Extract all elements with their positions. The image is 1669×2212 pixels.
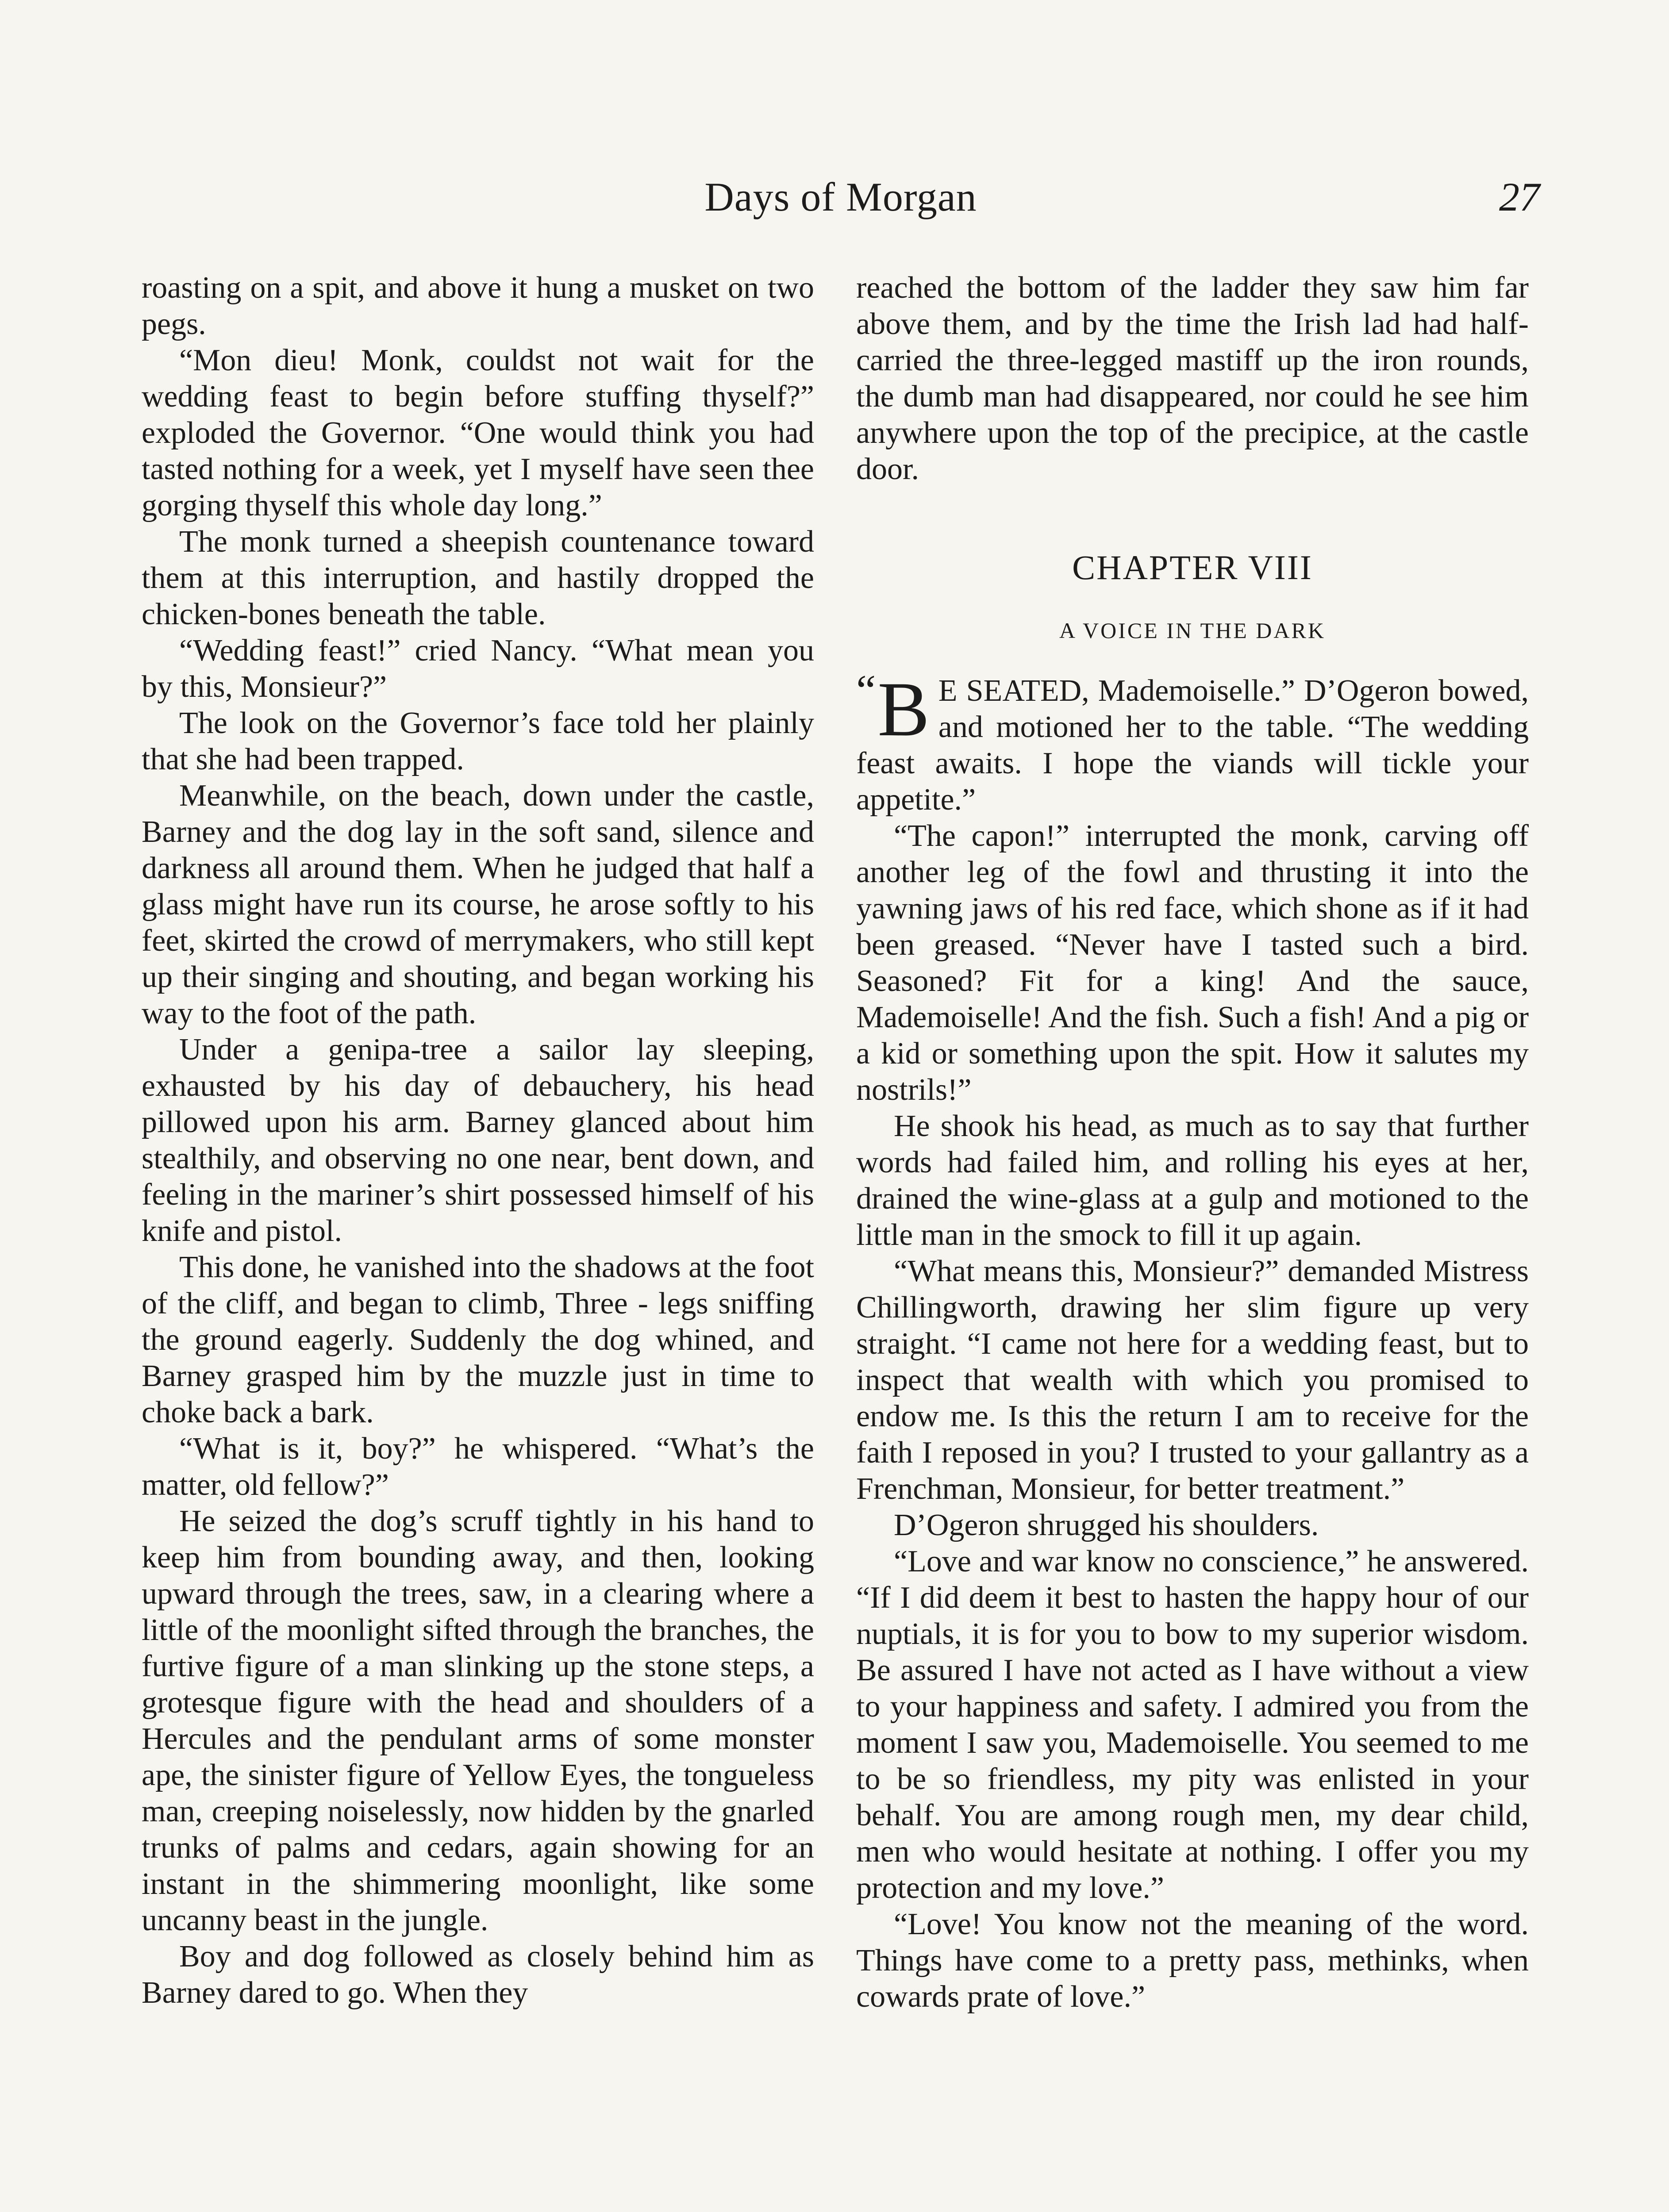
left-column xyxy=(142,270,814,2011)
opening-quote-mark: “ xyxy=(856,666,876,715)
paragraph: Boy and dog followed as closely behind him as Barney dared to go. When they xyxy=(142,1939,814,2010)
paragraph: roasting on a spit, and above it hung a musket on two pegs. xyxy=(142,271,814,341)
paragraph: “Love! You know not the meaning of the word. Things have come to a pretty pass, methinks, when cowards prate of love.” xyxy=(856,1907,1529,2014)
paragraph: This done, he vanished into the shadows at the foot of the cliff, and began to climb, Three - legs sniffing the ground eagerly. Suddenly the dog whined, and Barney grasped him by the muzzle just in time to choke back a bark. xyxy=(142,1250,814,1429)
paragraph: He shook his head, as much as to say that further words had failed him, and rolling his eyes at her, drained the wine-glass at a gulp and motioned to the little man in the smock to fill it up again. xyxy=(856,1109,1529,1252)
paragraph: “Love and war know no conscience,” he answered. “If I did deem it best to hasten the happy hour of our nuptials, it is for you to bow to my superior wisdom. Be assured I have not acted as I have without a view to your happiness and safety. I admired you from the moment I saw you, Mademoiselle. You seemed to me to be so friendless, my pity was enlisted in your behalf. You are among rough men, my dear child, men who would hesitate at nothing. I offer you my protection and my love.” xyxy=(856,1544,1529,1905)
paragraph: “The capon!” interrupted the monk, carving off another leg of the fowl and thrusting it into the yawning jaws of his red face, which shone as if it had been greased. “Never have I tasted such a bird. Seasoned? Fit for a king! And the sauce, Mademoiselle! And the fish. Such a fish! And a pig or a kid or something upon the spit. How it salutes my nostrils!” xyxy=(856,819,1529,1107)
paragraph: “Mon dieu! Monk, couldst not wait for the wedding feast to begin before stuffing thyself?” exploded the Governor. “One would think you had tasted nothing for a week, yet I myself have seen thee gorging thyself this whole day long.” xyxy=(142,343,814,522)
running-title: Days of Morgan xyxy=(704,174,977,219)
chapter-subtitle: A VOICE IN THE DARK xyxy=(1059,618,1326,643)
paragraph: Under a genipa-tree a sailor lay sleeping, exhausted by his day of debauchery, his head pillowed upon his arm. Barney glanced about him stealthily, and observing no one near, bent down, and feeling in the mariner’s shirt possessed himself of his knife and pistol. xyxy=(142,1033,814,1248)
paragraph: “What means this, Monsieur?” demanded Mistress Chillingworth, drawing her slim figure up very straight. “I came not here for a wedding feast, but to inspect that wealth with which you promised to endow me. Is this the return I am to receive for the faith I reposed in you? I trusted to your gallantry as a Frenchman, Monsieur, for better treatment.” xyxy=(856,1254,1529,1506)
chapter-heading: CHAPTER VIII xyxy=(1072,548,1313,587)
page-number: 27 xyxy=(1499,174,1540,219)
chapter-opening-paragraph xyxy=(856,666,1529,818)
paragraph: The look on the Governor’s face told her plainly that she had been trapped. xyxy=(142,706,814,776)
paragraph: “Wedding feast!” cried Nancy. “What mean you by this, Monsieur?” xyxy=(142,634,814,704)
paragraph: He seized the dog’s scruff tightly in his hand to keep him from bounding away, and then, looking upward through the trees, saw, in a clearing where a little of the moonlight sifted through the branches, the furtive figure of a man slinking up the stone steps, a grotesque figure with the head and shoulders of a Hercules and the pendulant arms of some monster ape, the sinister figure of Yellow Eyes, the tongueless man, creeping noiselessly, now hidden by the gnarled trunks of palms and cedars, again showing for an instant in the shimmering moonlight, like some uncanny beast in the jungle. xyxy=(142,1504,814,1937)
right-column xyxy=(856,270,1529,2015)
paragraph-text: E SEATED, Mademoiselle.” D’Ogeron bowed, and motioned her to the table. “The wedding feast awaits. I hope the viands will tickle your appetite.” xyxy=(856,674,1529,817)
paragraph: D’Ogeron shrugged his shoulders. xyxy=(894,1508,1319,1542)
paragraph: Meanwhile, on the beach, down under the castle, Barney and the dog lay in the soft sand, silence and darkness all around them. When he judged that half a glass might have run its course, he arose softly to his feet, skirted the crowd of merrymakers, who still kept up their singing and shouting, and began working his way to the foot of the path. xyxy=(142,779,814,1030)
drop-cap: B xyxy=(877,666,930,753)
paragraph: The monk turned a sheepish countenance toward them at this interruption, and hastily dropped the chicken-bones beneath the table. xyxy=(142,525,814,631)
paragraph: “What is it, boy?” he whispered. “What’s the matter, old fellow?” xyxy=(142,1432,814,1502)
paragraph: reached the bottom of the ladder they saw him far above them, and by the time the Irish lad had half-carried the three-legged mastiff up the iron rounds, the dumb man had disappeared, nor could he see him anywhere upon the top of the precipice, at the castle door. xyxy=(856,271,1529,486)
